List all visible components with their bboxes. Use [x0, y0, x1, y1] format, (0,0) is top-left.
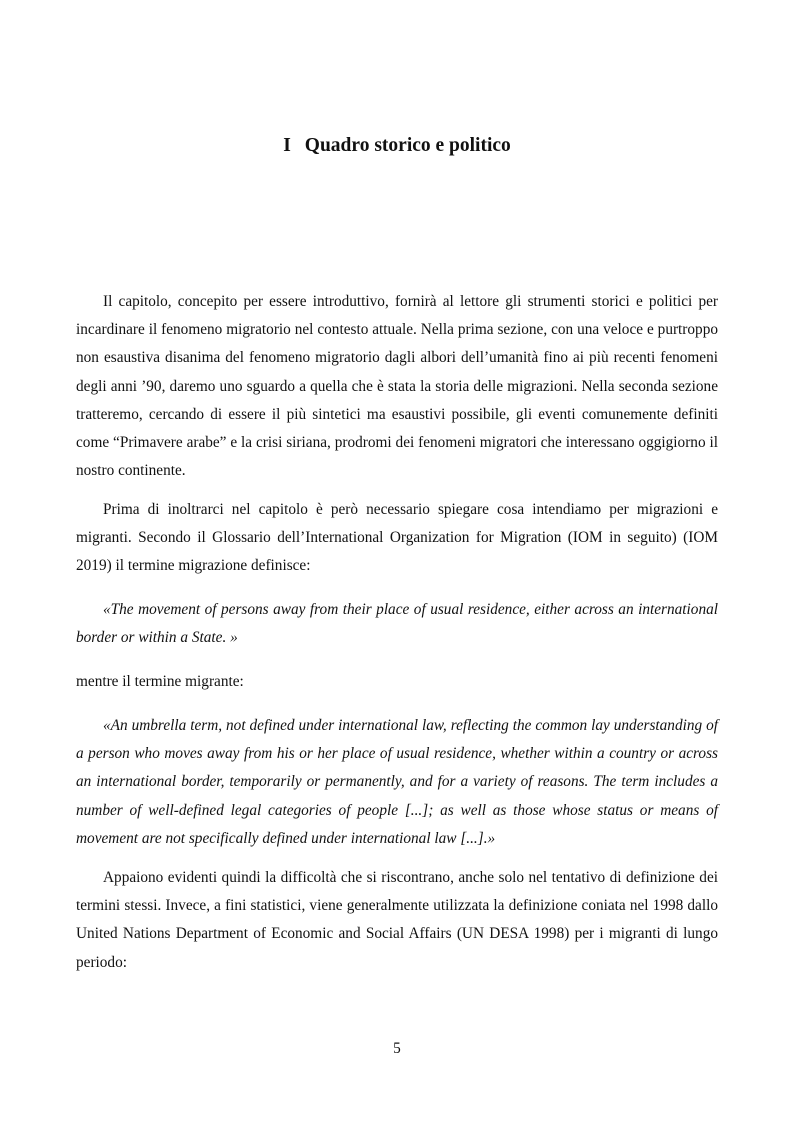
page-number: 5 — [393, 1040, 401, 1057]
chapter-number: I — [283, 135, 291, 156]
migrant-definition-quote: «An umbrella term, not defined under international law, reflecting the common lay understanding of a person who moves away from his or her place of usual residence, whether within a country or across an international border, temporarily or permanently, and for a variety of reasons. The term includes a number of well-defined legal categories of people [...]; as well as those whose status or means of movement are not specifically defined under international law [...].» — [76, 717, 718, 847]
intro-paragraph: Il capitolo, concepito per essere introduttivo, fornirà al lettore gli strumenti storici e politici per incardinare il fenomeno migratorio nel contesto attuale. Nella prima sezione, con una veloce e purtroppo non esaustiva disanima del fenomeno migratorio dagli albori dell’umanità fino ai più recenti fenomeni degli anni ’90, daremo uno sguardo a quella che è stata la storia delle migrazioni. Nella seconda sezione tratteremo, cercando di essere il più sintetici ma esaustivi possibile, gli eventi comunemente definiti come “Primavere arabe” e la crisi siriana, prodromi dei fenomeni migratori che interessano oggigiorno il nostro continente. — [76, 293, 718, 480]
definition-intro-paragraph: Prima di inoltrarci nel capitolo è però necessario spiegare cosa intendiamo per migrazioni e migranti. Secondo il Glossario dell’International Organization for Migration (IOM in seguito) (IOM 2019) il termine migrazione definisce: — [76, 501, 718, 575]
closing-paragraph: Appaiono evidenti quindi la difficoltà che si riscontrano, anche solo nel tentativo di definizione dei termini stessi. Invece, a fini statistici, viene generalmente utilizzata la definizione coniata nel 1998 dallo United Nations Department of Economic and Social Affairs (UN DESA 1998) per i migranti di lungo periodo: — [76, 869, 718, 971]
chapter-title-text: Quadro storico e politico — [304, 135, 511, 156]
migration-definition-quote: «The movement of persons away from their place of usual residence, either across an international border or within a State. » — [76, 601, 718, 647]
migrant-lead-in: mentre il termine migrante: — [76, 673, 244, 690]
chapter-title — [0, 132, 794, 160]
